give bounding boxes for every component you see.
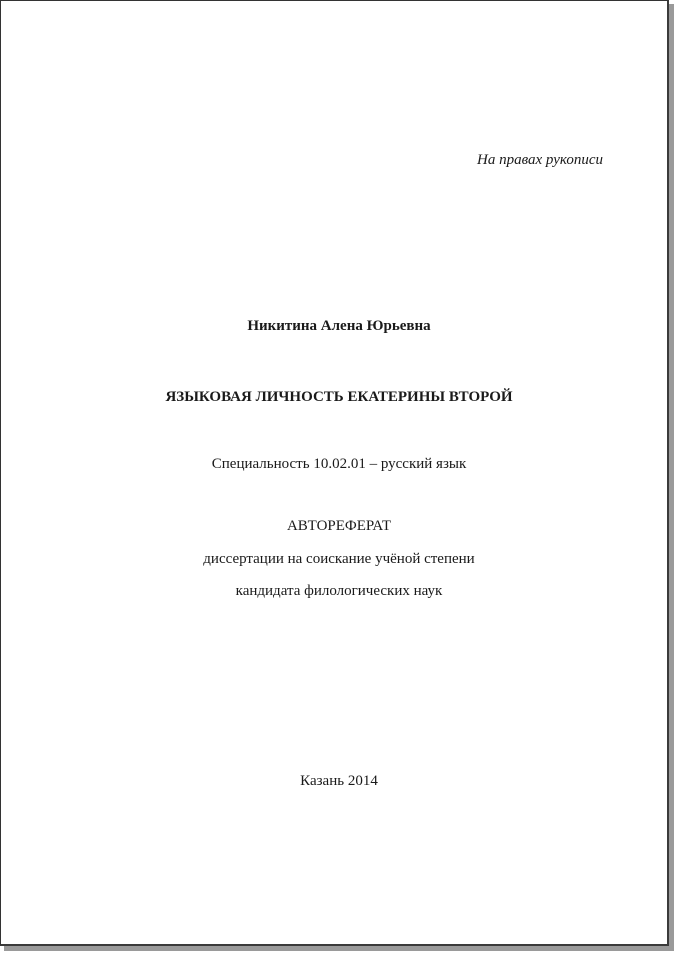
document-title: ЯЗЫКОВАЯ ЛИЧНОСТЬ ЕКАТЕРИНЫ ВТОРОЙ [165, 389, 513, 405]
page-shadow-right [669, 4, 674, 950]
manuscript-note: На правах рукописи [477, 152, 603, 168]
author-name: Никитина Алена Юрьевна [247, 318, 431, 334]
place-year: Казань 2014 [300, 773, 378, 789]
document-type: АВТОРЕФЕРАТ [286, 518, 392, 534]
purpose-line-2: кандидата филологических наук [235, 583, 443, 599]
page-shadow-bottom [4, 946, 674, 951]
specialty: Специальность 10.02.01 – русский язык [211, 456, 467, 472]
purpose-line-1: диссертации на соискание учёной степени [203, 551, 475, 567]
